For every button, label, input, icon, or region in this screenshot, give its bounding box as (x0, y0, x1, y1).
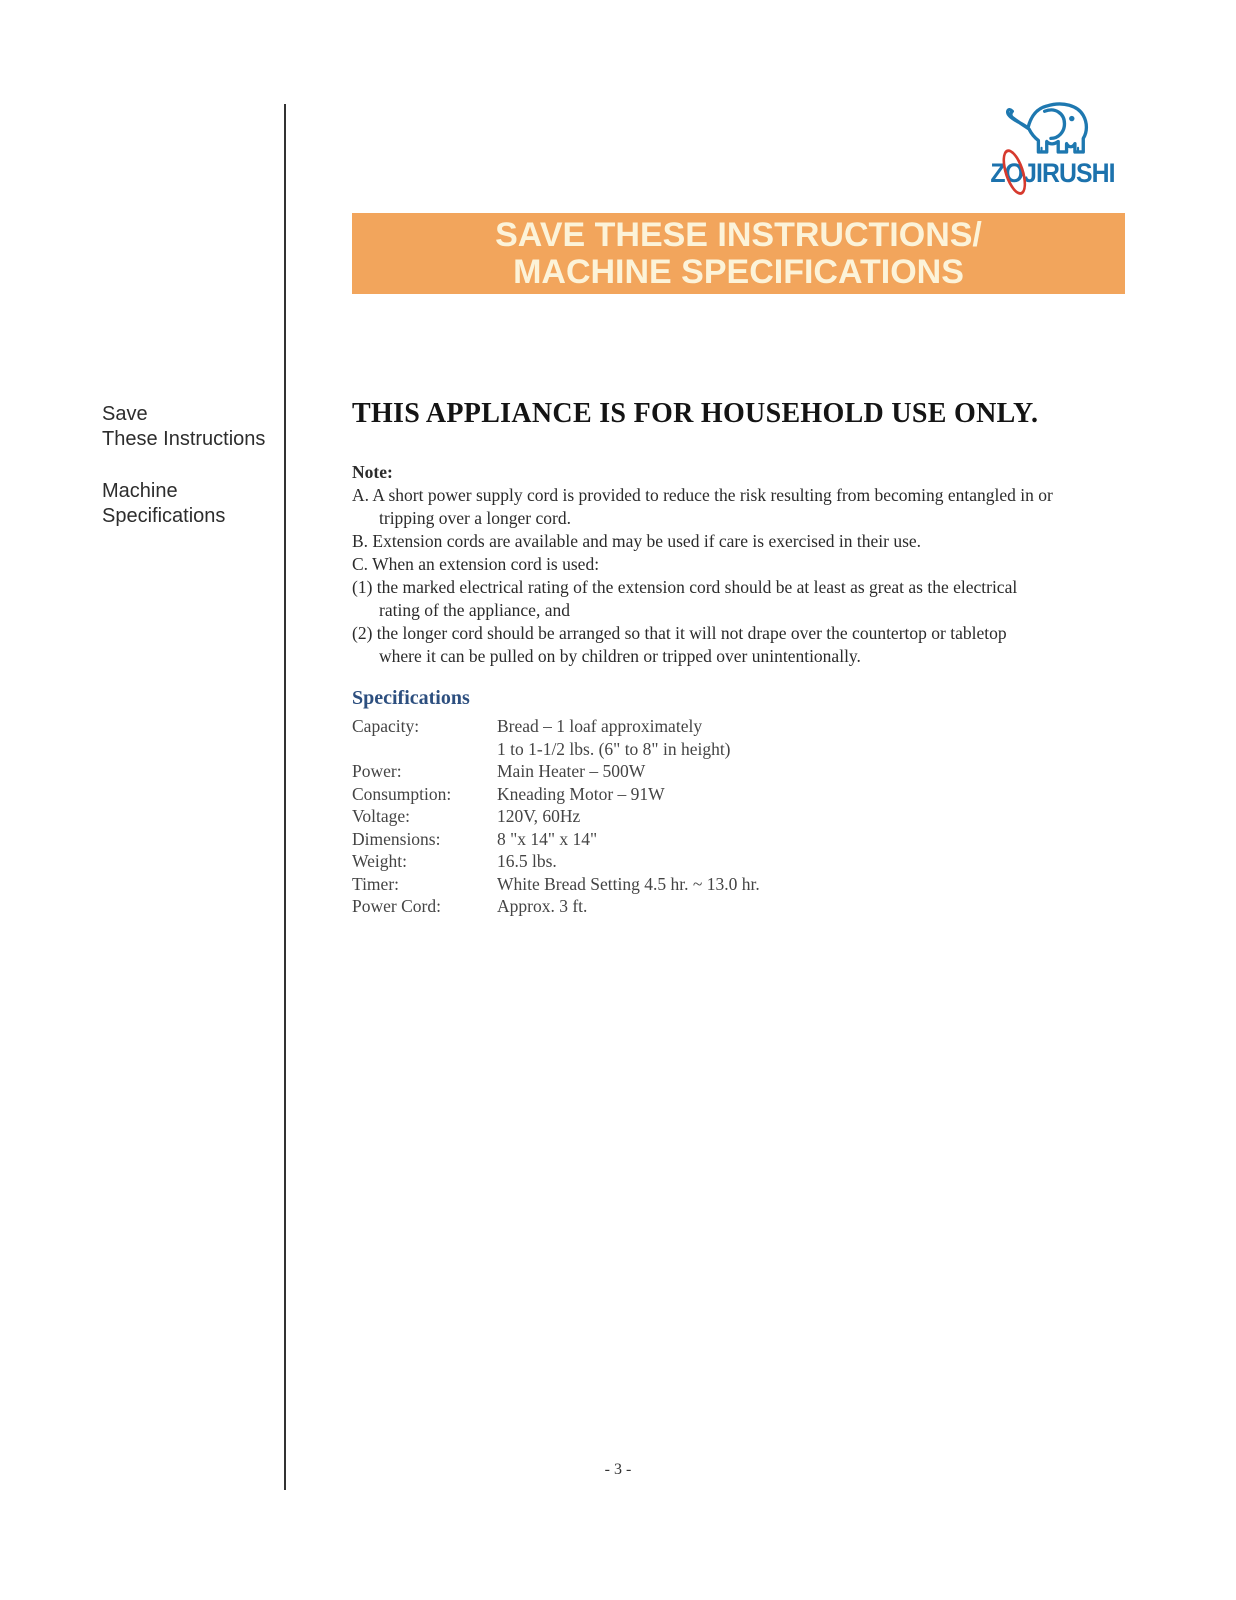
vertical-rule (284, 104, 286, 1490)
note-section (352, 461, 1092, 668)
spec-row (352, 760, 760, 783)
spec-value: Kneading Motor – 91W (497, 783, 665, 804)
spec-value: 8 "x 14" x 14" (497, 828, 598, 849)
note-line: A. A short power supply cord is provided to reduce the risk resulting from becoming entangled in or (352, 485, 1053, 505)
note-lines (352, 484, 1092, 668)
note-title: Note: (352, 462, 393, 482)
spec-value: White Bread Setting 4.5 hr. ~ 13.0 hr. (497, 873, 760, 894)
spec-label (352, 738, 497, 761)
note-line: B. Extension cords are available and may be used if care is exercised in their use. (352, 531, 922, 551)
spec-label: Voltage: (352, 806, 411, 826)
spec-row (352, 715, 760, 738)
spec-value: Main Heater – 500W (497, 761, 646, 781)
spec-row (352, 895, 760, 918)
margin-label-save-these-instructions: Save These Instructions (102, 403, 266, 450)
spec-label: Power: (352, 761, 402, 781)
spec-label: Dimensions: (352, 828, 441, 849)
spec-row (352, 738, 760, 761)
spec-label: Timer: (352, 873, 400, 894)
brand-wordmark (990, 158, 1114, 189)
spec-value: 1 to 1-1/2 lbs. (6" to 8" in height) (497, 738, 731, 759)
section-banner (352, 213, 1125, 294)
wordmark-letter-o: O (1005, 158, 1023, 189)
specifications-section (352, 687, 760, 918)
spec-row (352, 850, 760, 873)
spec-row (352, 873, 760, 896)
spec-label: Power Cord: (352, 896, 441, 916)
banner-line-1: SAVE THESE INSTRUCTIONS/ (495, 215, 982, 254)
wordmark-letter: Z (990, 158, 1005, 188)
spec-value: 16.5 lbs. (497, 851, 557, 871)
zojirushi-logo (980, 98, 1125, 189)
spec-value: Approx. 3 ft. (497, 896, 588, 916)
note-line: (2) the longer cord should be arranged so that it will not drape over the countertop or tabletop (352, 623, 1007, 643)
banner-line-2: MACHINE SPECIFICATIONS (513, 252, 964, 291)
wordmark-letters: JIRUSHI (1023, 158, 1115, 188)
specifications-table (352, 715, 760, 918)
page-title: THIS APPLIANCE IS FOR HOUSEHOLD USE ONLY. (352, 398, 1039, 429)
page-number: - 3 - (604, 1461, 632, 1478)
spec-label: Consumption: (352, 783, 452, 804)
spec-value: 120V, 60Hz (497, 806, 581, 826)
spec-value: Bread – 1 loaf approximately (497, 716, 703, 736)
note-line: (1) the marked electrical rating of the extension cord should be at least as great as the electrical (352, 577, 1018, 597)
elephant-icon (1005, 98, 1101, 160)
spec-row (352, 783, 760, 806)
note-line: tripping over a longer cord. (379, 508, 571, 528)
spec-row (352, 828, 760, 851)
specifications-title: Specifications (352, 687, 470, 709)
margin-labels (102, 402, 265, 556)
note-line: rating of the appliance, and (379, 600, 570, 620)
spec-label: Weight: (352, 851, 407, 871)
note-line: C. When an extension cord is used: (352, 554, 600, 574)
spec-label: Capacity: (352, 716, 420, 736)
spec-row (352, 805, 760, 828)
margin-label-machine-specifications: Machine Specifications (102, 480, 226, 527)
note-line: where it can be pulled on by children or tripped over unintentionally. (379, 646, 861, 666)
